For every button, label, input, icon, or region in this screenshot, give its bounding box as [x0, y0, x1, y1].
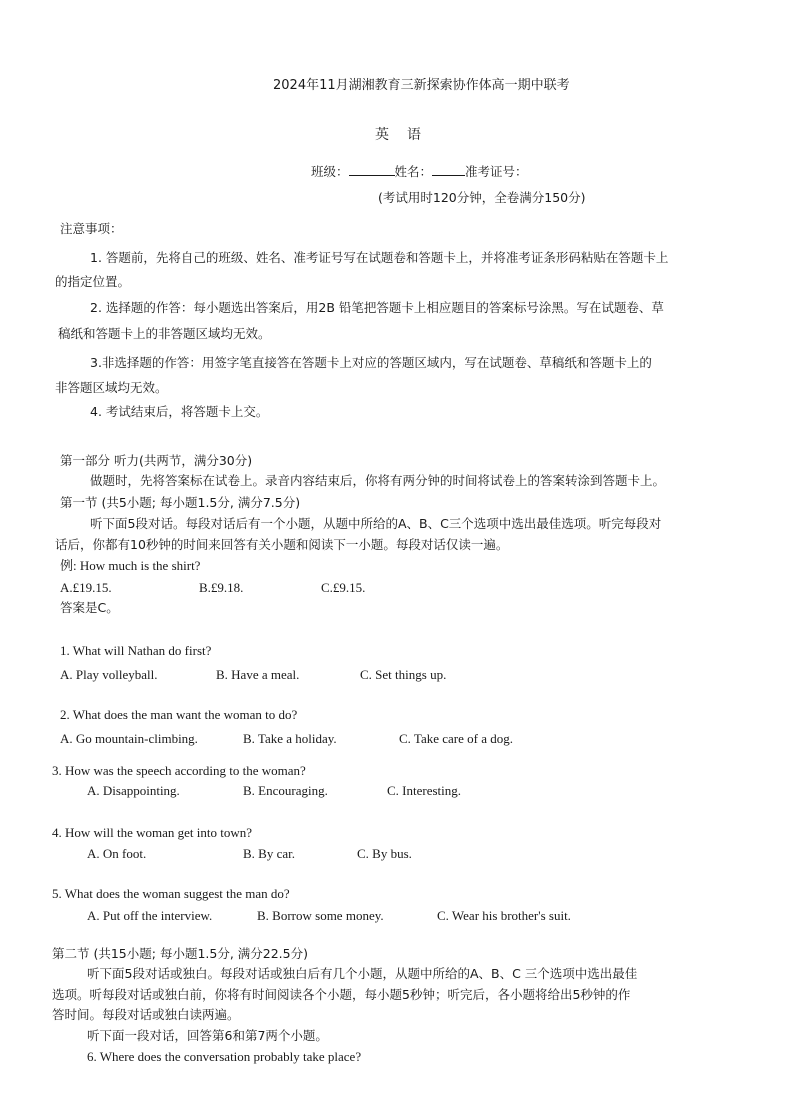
question-5: 5. What does the woman suggest the man do?: [52, 886, 290, 901]
name-blank: [432, 163, 465, 176]
part1-instruction: 做题时，先将答案标在试卷上。录音内容结束后，你将有两分钟的时间将试卷上的答案转涂到答题卡上。: [90, 473, 666, 488]
note-3-line-2: 非答题区域均无效。: [55, 380, 168, 395]
question-1-option-a: A. Play volleyball.: [60, 667, 158, 682]
question-3-option-b: B. Encouraging.: [243, 783, 328, 798]
section2-instruction-line-3: 答时间。每段对话或独白读两遍。: [52, 1007, 240, 1022]
example-option-a: A.£19.15.: [60, 580, 112, 595]
question-5-option-b: B. Borrow some money.: [257, 908, 384, 923]
note-3-line-1: 3.非选择题的作答：用签字笔直接答在答题卡上对应的答题区域内，写在试题卷、草稿纸和答题卡上的: [90, 355, 652, 370]
question-1-option-b: B. Have a meal.: [216, 667, 300, 682]
question-2-option-a: A. Go mountain-climbing.: [60, 731, 198, 746]
question-6: 6. Where does the conversation probably take place?: [87, 1049, 362, 1064]
class-label: 班级：: [311, 164, 349, 179]
section2-instruction-line-2: 选项。听每段对话或独白前，你将有时间阅读各个小题，每小题5秒钟；听完后，各小题将给出5秒钟的作: [52, 987, 631, 1002]
question-3-option-a: A. Disappointing.: [87, 783, 180, 798]
question-3-option-c: C. Interesting.: [387, 783, 462, 798]
question-2-option-b: B. Take a holiday.: [243, 731, 337, 746]
example-option-c: C.£9.15.: [321, 580, 366, 595]
question-4-option-a: A. On foot.: [87, 846, 147, 861]
question-1-option-c: C. Set things up.: [360, 667, 447, 682]
example-option-b: B.£9.18.: [199, 580, 244, 595]
part1-heading: 第一部分 听力(共两节，满分30分): [60, 453, 253, 468]
section1-instruction-line-2: 话后，你都有10秒钟的时间来回答有关小题和阅读下一小题。每段对话仅读一遍。: [55, 537, 509, 552]
question-5-option-c: C. Wear his brother's suit.: [437, 908, 571, 923]
section1-heading: 第一节 (共5小题; 每小题1.5分, 满分7.5分): [60, 495, 301, 510]
class-blank: [349, 163, 395, 176]
question-4: 4. How will the woman get into town?: [52, 825, 253, 840]
subject-title: 英 语: [375, 127, 423, 143]
note-2-line-2: 稿纸和答题卡上的非答题区域均无效。: [58, 326, 271, 341]
exam-time: (考试用时120分钟，全卷满分150分): [378, 190, 586, 205]
question-5-option-a: A. Put off the interview.: [87, 908, 213, 923]
section2-prompt: 听下面一段对话，回答第6和第7两个小题。: [87, 1028, 328, 1043]
example-question: 例: How much is the shirt?: [60, 558, 201, 573]
question-3: 3. How was the speech according to the woman?: [52, 763, 306, 778]
example-answer: 答案是C。: [60, 600, 119, 615]
note-4: 4. 考试结束后，将答题卡上交。: [90, 404, 269, 419]
section1-instruction-line-1: 听下面5段对话。每段对话后有一个小题，从题中所给的A、B、C三个选项中选出最佳选项。听完每段对: [90, 516, 662, 531]
note-1-line-2: 的指定位置。: [55, 274, 131, 289]
question-2-option-c: C. Take care of a dog.: [399, 731, 513, 746]
exam-title: 2024年11月湖湘教育三新探索协作体高一期中联考: [273, 78, 570, 93]
question-1: 1. What will Nathan do first?: [60, 643, 212, 658]
note-2-line-1: 2. 选择题的作答：每小题选出答案后，用2B 铅笔把答题卡上相应题目的答案标号涂黑。写在试题卷、草: [90, 300, 664, 315]
question-2: 2. What does the man want the woman to do?: [60, 707, 298, 722]
id-label: 准考证号：: [465, 164, 528, 179]
notes-heading: 注意事项：: [60, 221, 123, 236]
section2-instruction-line-1: 听下面5段对话或独白。每段对话或独白后有几个小题，从题中所给的A、B、C 三个选项中选出最佳: [87, 966, 638, 981]
name-label: 姓名：: [394, 164, 433, 179]
question-4-option-b: B. By car.: [243, 846, 295, 861]
student-info-line: [311, 163, 528, 179]
section2-heading: 第二节 (共15小题; 每小题1.5分, 满分22.5分): [52, 946, 308, 961]
note-1-line-1: 1. 答题前，先将自己的班级、姓名、准考证号写在试题卷和答题卡上，并将准考证条形码粘贴在答题卡上: [90, 250, 669, 265]
question-4-option-c: C. By bus.: [357, 846, 412, 861]
